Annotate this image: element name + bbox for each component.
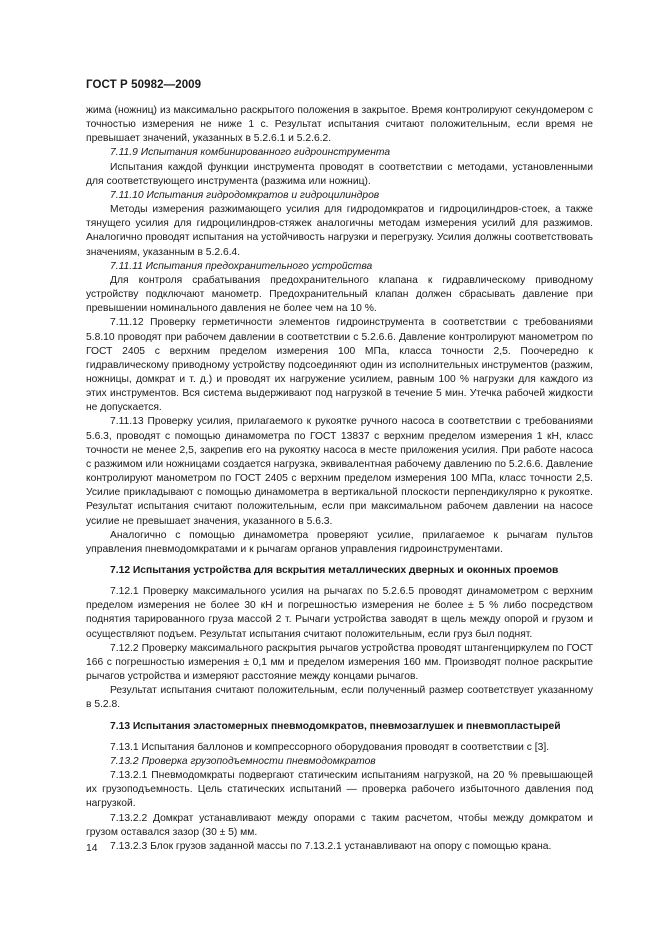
paragraph-7-12-2: 7.12.2 Проверку максимального раскрытия рычагов устройства проводят штангенциркулем по ГОСТ 166 с погрешностью измерения ± 0,1 мм и пределом измерения 160 мм. Производят полное раскрытие рычагов устройства и измеряют расстояние между концами рычагов. xyxy=(86,642,593,683)
subsection-heading-7-11-9: 7.11.9 Испытания комбинированного гидроинструмента xyxy=(110,147,391,159)
subsection-heading-7-11-10: 7.11.10 Испытания гидродомкратов и гидроцилиндров xyxy=(110,189,380,201)
subsection-heading-7-13-2: 7.13.2 Проверка грузоподъемности пневмодомкратов xyxy=(110,755,376,767)
paragraph: Испытания каждой функции инструмента проводят в соответствии с методами, установленными для соответствующего инструмента (разжима или ножниц). xyxy=(86,161,593,187)
paragraph: Результат испытания считают положительным, если полученный размер соответствует указанному в 5.2.8. xyxy=(86,685,593,711)
subsection-heading-7-11-11: 7.11.11 Испытания предохранительного устройства xyxy=(110,260,373,272)
section-heading-7-13: 7.13 Испытания эластомерных пневмодомкратов, пневмозаглушек и пневмопластырей xyxy=(110,720,561,732)
section-heading-7-12: 7.12 Испытания устройства для вскрытия металлических дверных и оконных проемов xyxy=(110,565,559,576)
paragraph-7-13-2-3: 7.13.2.3 Блок грузов заданной массы по 7.13.2.1 устанавливают на опору с помощью крана. xyxy=(110,840,552,852)
document-header: ГОСТ Р 50982—2009 xyxy=(86,79,202,91)
page-number: 14 xyxy=(86,843,98,854)
paragraph-7-13-1: 7.13.1 Испытания баллонов и компрессорного оборудования проводят в соответствии с [3]. xyxy=(110,741,550,753)
paragraph-7-11-13: 7.11.13 Проверку усилия, прилагаемого к рукоятке ручного насоса в соответствии с требованиями 5.6.3, проводят с помощью динамометра по ГОСТ 13837 с верхним пределом измерения 1 кН, класс точности не менее 2,5, закрепив его на рукоятку насоса в месте приложения усилия. При работе насоса с разжимом или ножницами создается нагрузка, эквивалентная рабочему давлению по 5.2.6.6. Давление контролируют манометром по ГОСТ 2405 с верхним пределом измерения 100 МПа, класс точности 2,5. Усилие прикладывают с помощью динамометра в вертикальной плоскости перпендикулярно к рукоятке. Результат испытания считают положительным, если при максимальном рабочем давлении на насосе усилие не превышает значения, указанного в 5.6.3. xyxy=(86,416,593,527)
paragraph: жима (ножниц) из максимально раскрытого положения в закрытое. Время контролируют секундомером с точностью измерения не ниже 1 с. Результат испытания считают положительным, если время не превышает значений, указанных в 5.2.6.1 и 5.2.6.2. xyxy=(86,105,593,145)
paragraph-7-11-12: 7.11.12 Проверку герметичности элементов гидроинструмента в соответствии с требованиями 5.8.10 проводят при рабочем давлении в соответствии с 5.2.6.6. Давление контролируют манометром по ГОСТ 2405 с верхним пределом измерения 100 МПа, класса точности 2,5. Поочередно к гидравлическому приводному устройству подсоединяют один из исполнительных инструментов (разжим, ножницы, домкрат и т. д.) и проводят их нагружение усилием, равным 100 % нагрузки для каждого из этих инструментов. Вся система выдерживают под нагрузкой в течение 5 мин. Утечка рабочей жидкости не допускается. xyxy=(86,317,593,414)
document-body xyxy=(86,104,593,854)
paragraph-7-13-2-2: 7.13.2.2 Домкрат устанавливают между опорами с таким расчетом, чтобы между домкратом и грузом оставался зазор (30 ± 5) мм. xyxy=(86,812,593,838)
paragraph: Аналогично с помощью динамометра проверяют усилие, прилагаемое к рычагам пультов управления пневмодомкратами и к рычагам органов управления гидроинструментами. xyxy=(86,529,593,555)
paragraph-7-12-1: 7.12.1 Проверку максимального усилия на рычагах по 5.2.6.5 проводят динамометром с верхним пределом измерения не более 30 кН и погрешностью измерения не более ± 5 % либо посредством поднятия тарированного груза массой 2 т. Рычаги устройства заводят в щель между опорой и грузом и осуществляют подъем. Результат испытания считают положительным, если груз был поднят. xyxy=(86,586,593,640)
paragraph: Для контроля срабатывания предохранительного клапана к гидравлическому приводному устройству подключают манометр. Предохранительный клапан должен сбрасывать давление при превышении номинального давления не более чем на 10 %. xyxy=(86,274,593,315)
paragraph-7-13-2-1: 7.13.2.1 Пневмодомкраты подвергают статическим испытаниям нагрузкой, на 20 % превышающей их грузоподъемность. Цель статических испытаний — проверка рабочего избыточного давления под нагрузкой. xyxy=(86,770,593,810)
paragraph: Методы измерения разжимающего усилия для гидродомкратов и гидроцилиндров-стоек, а также тянущего усилия для гидроцилиндров-стяжек аналогичны методам измерения усилий для разжимов. Аналогично проводят испытания на устойчивость нагрузки и перегрузку. Усилия должны соответствовать значениям, указанным в 5.2.6.4. xyxy=(86,204,593,258)
